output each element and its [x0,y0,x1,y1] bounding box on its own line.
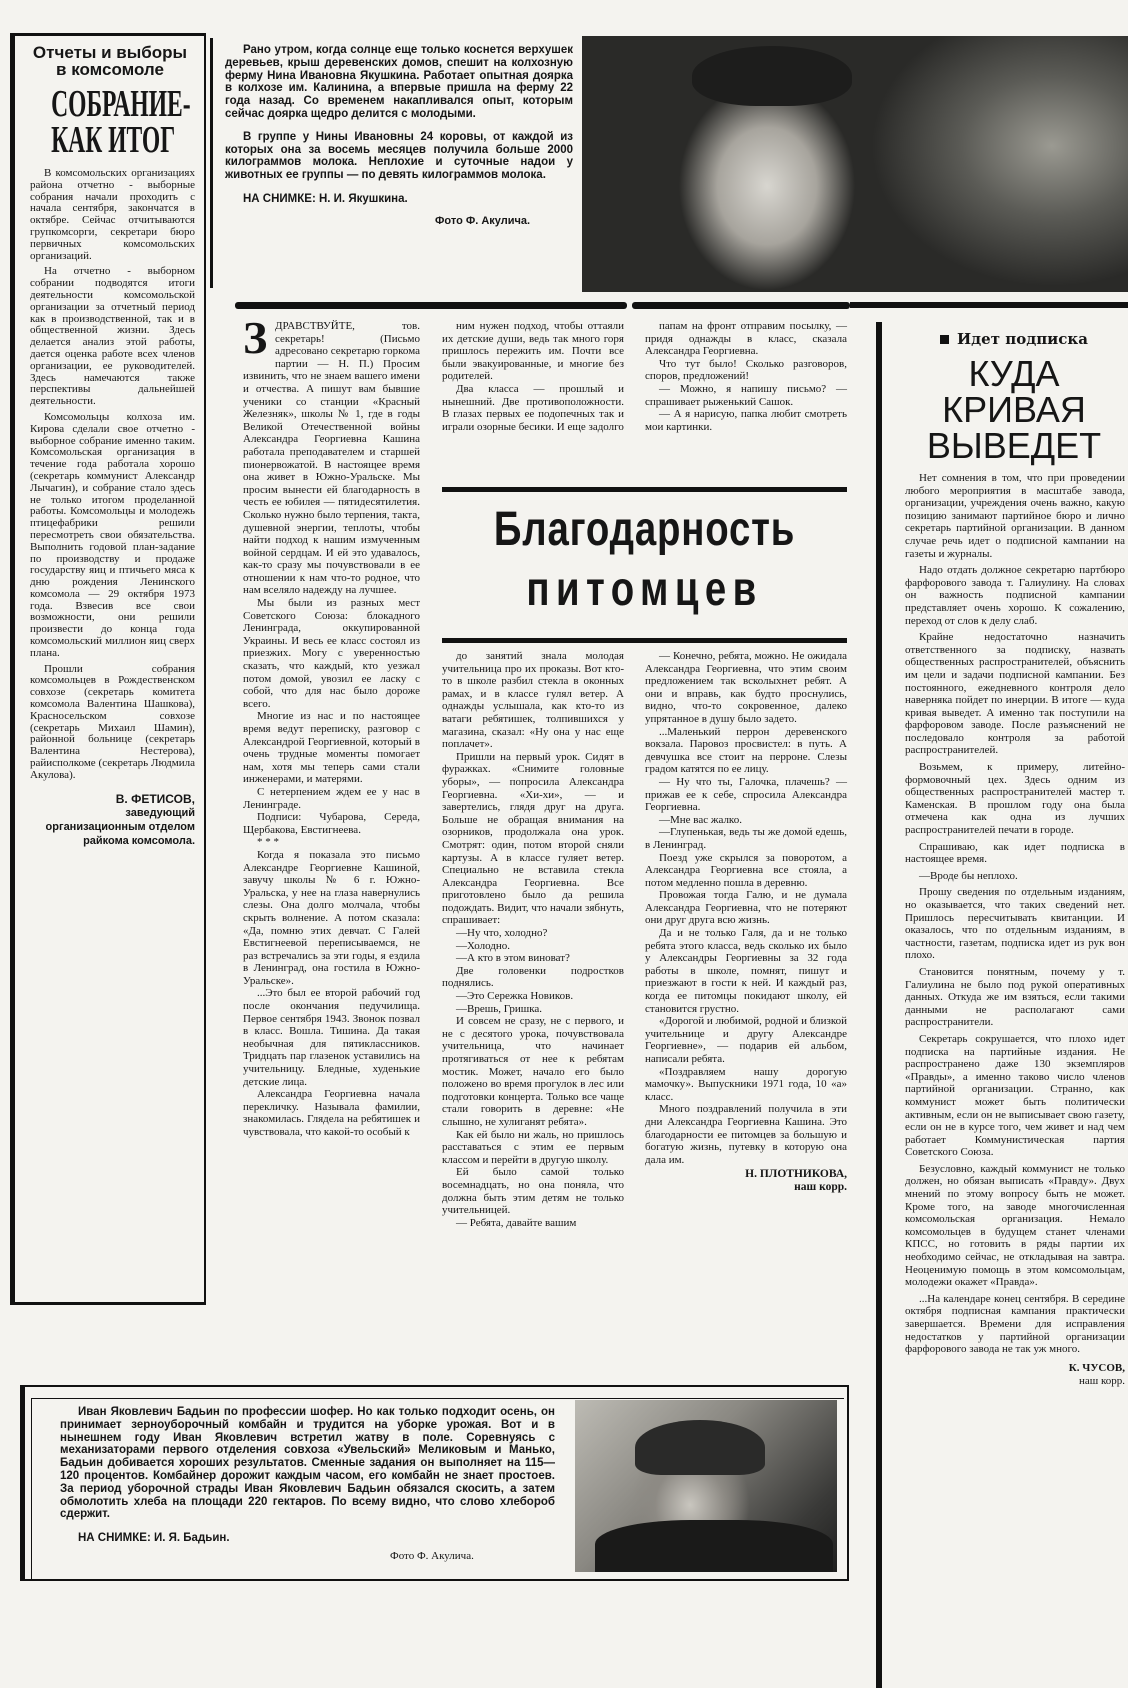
headline-line: КАК ИТОГ [51,119,176,161]
paragraph: —Мне вас жалко. [659,813,742,826]
center-col-3-top [645,320,847,433]
headline-line: Благодарность [493,503,796,556]
right-headline [900,353,1128,466]
paragraph: Прошли собрания комсомольцев в Рождественском совхозе (секретарь комитета комсомола Валентина Шашкова), Красносельском совхозе (секретарь Михаил Шамин), районной больнице (секретарь Валентина Нестерова), райисполкоме (секретарь Людмила Акулова). [30,662,195,781]
paragraph: Прошу сведения по отдельным изданиям, но оказывается, что таких сведений нет. Пришлось пересчитывать квитанции. И оказалось, что по отдельным изданиям, в частности, газетам, подписка идет из рук вон плохо. [905,886,1125,962]
photo-caption: НА СНИМКЕ: И. Я. Бадьин. [78,1532,230,1545]
drop-cap-space [243,312,275,363]
center-col-2-top [442,320,624,433]
left-rubric [20,44,200,78]
paragraph: —Вроде бы неплохо. [919,869,1018,882]
left-box-right-rule [204,33,206,1304]
paragraph: Иван Яковлевич Бадьин по профессии шофер. Но как только подходит осень, он принимает зерноуборочный комбайн и трудится на уборке урожая. Вот и в нынешнем году Иван Яковлевич встретил жатву в поле. Соревнуясь с механизаторами первого отделения совхоза «Увельский» Меликовым и Манько, Бадьин добивается хороших результатов. Сменные задания он выполняет на 115—120 процентов. Комбайнер дорожит каждым часом, его комбайн не знает простоев. За период уборочной страды Иван Яковлевич Бадьин обязался скосить, а затем обмолотить хлеба на площади 220 гектаров. По всему видно, что слово хлебороб сдержит. [60,1406,555,1521]
author-name: К. ЧУСОВ, [1068,1361,1125,1374]
paragraph: ДРАВСТВУЙТЕ, тов. секретарь! (Письмо адресовано секретарю горкома партии — Н. П.) Просим извинить, что не знаем вашего имени и отчества. А пишут вам бывшие ученики со станции «Красный Железняк», школы № 1, где в годы Великой Отечественной войны Александра Георгиевна Кашина работала преподавателем и старшей пионервожатой. В настоящее время она живет в Южно-Уральске. Мы просим вынести ей благодарность в честь ее юбилея — пятидесятилетия. Сколько нужно было терпения, такта, душевной энергии, теплоты, чтобы найти подход к нашим измученным войной сердцам. И ей это удавалось, как-то сразу мы почувствовали в ее отношении к нам что-то родное, что нам вселяло надежду на лучшее. [243,320,420,597]
paragraph: И совсем не сразу, не с первого, и не с десятого урока, почувствовала учительница, что начинает протягиваться от нее к ребятам мостик. Может, начало его было положено во время прогулок в лес или подготовки концерта. Только все чаще стали говорить в деревне: «Не слышно, не хулиганят ребята». [442,1015,624,1128]
paragraph: С нетерпением ждем ее у нас в Ленинграде. [243,785,420,811]
paragraph: Мы были из разных мест Советского Союза: блокадного Ленинграда, оккупированной Украины. И весь ее класс состоял из приезжих. Могу с уверенностью сказать, что каждый, кто уезжал потом домой, увозил ее ласку с собой, что для нас было дороже всего. [243,597,420,710]
paragraph: Когда я показала это письмо Александре Георгиевне Кашиной, завучу школы № 6 г. Южно-Уральска, у нее на глаза навернулись слезы. Она долго молчала, чтобы скрыть волнение. А потом сказала: «Да, помню этих девчат. С Галей Евстигнеевой переписываемся, не раз встречались за эти годы, я ездила в Ленинград, она гостила в Южно-Уральске». [243,848,420,987]
left-box-bottom-rule [10,1302,206,1305]
right-article-column [905,472,1125,1388]
paragraph: Пришли на первый урок. Сидят в фуражках. «Снимите головные уборы», — попросила Александра Георгиевна. «Хи-хи», — и завертелись, глядя друг на друга. Больше не обращая внимания на озорников, продолжала она урок. Смотрят: один, потом второй сняли картузы. А в классе гуляет ветер. Специально не вставила стекла Александра Георгиевна. Все приготовлено было да решила подождать. Видит, что начали зябнуть, спрашивает: [442,750,624,927]
center-top-rule [235,302,627,309]
center-article-signature [645,1168,847,1194]
paragraph: —Глупенькая, ведь ты же домой едешь, в Ленинград. [645,826,847,851]
left-article-column [30,168,195,848]
bullet-square-icon [940,335,949,344]
paragraph: —Это Сережка Новиков. [456,990,574,1003]
paragraph: до занятий знала молодая учительница про их проказы. Вот кто-то в школе разбил стекла в оконных рамах, и в классе гулял ветер. А однажды услышала, как кто-то из ватаги ребятишек, толпившихся у магазина, сказал: «Ну она у нас еще поплачет». [442,650,624,751]
author-title: заведующий организационным отделом райкома комсомола. [45,806,195,847]
paragraph: —Ну что, холодно? [456,927,548,940]
photo-credit: Фото Ф. Акулича. [435,214,531,227]
paragraph: Александра Георгиевна начала перекличку. Называла фамилии, знакомилась. Глядела на ребятишек и чувствовала, что какой-то особый к [243,1088,420,1138]
paragraph: В группе у Нины Ивановны 24 коровы, от каждой из которых она за восемь месяцев получила больше 2000 килограммов молока. Неплохие и суточные надои у животных ее группы — по девять килограммов молока. [225,130,573,182]
paragraph: Ей было самой только восемнадцать, но она поняла, что должна быть этим детям не только учительницей. [442,1166,624,1217]
center-col-3-bottom [645,650,847,1194]
paragraph: Много поздравлений получила в эти дни Александра Георгиевна Кашина. Это благодарности ее питомцев за большую и богатую жизнь, путевку в которую она дала им. [645,1103,847,1166]
rubric-text: Идет подписка [956,330,1088,348]
author-name: Н. ПЛОТНИКОВА, [745,1168,847,1181]
paragraph: Нет сомнения в том, что при проведении любого мероприятия в масштабе завода, организации, учреждения очень важно, какую позицию занимают партийное бюро и лично секретарь партийной организации. В данном случае речь идет о подписной кампании на газеты и журналы. [905,472,1125,560]
paragraph: На отчетно - выборном собрании подводятся итоги деятельности комсомольской организации за отчетный период как в производственной, так и в общественной жизни. Здесь делается анализ этой работы, дается оценка работе всех членов организации, ее руководителей. Здесь намечаются также перспективы дальнейшей деятельности. [30,265,195,408]
paragraph: Что тут было! Сколько разговоров, споров, предложений! [645,357,847,383]
headline-line: КРИВАЯ [942,389,1086,430]
paragraph: Как ей было ни жаль, но пришлось расставаться с этим ее первым классом и перейти в другую школу. [442,1128,624,1166]
left-article-body [30,168,195,782]
right-article-signature [905,1362,1125,1388]
right-column-rule [876,322,882,1688]
paragraph: Возьмем, к примеру, литейно-формовочный цех. Здесь одним из общественных распространителей мастер т. Каменская. В прошлом году она была отмечена как одна из лучших распространителей печати в городе. [905,761,1125,837]
paragraph: Две головенки подростков поднялись. [442,964,624,990]
paragraph: Многие из нас и по настоящее время ведут переписку, разговор с Александрой Георгиевной, который в очень трудные моменты помогает нам, хотя мы теперь сами стали инженерами, и матерями. [243,710,420,786]
paragraph: Безусловно, каждый коммунист не только должен, но обязан выписать «Правду». Двух мнений по этому вопросу быть не может. Кроме того, на заводе многочисленная комсомольская организация. Немало комсомольцев в будущем станет членами КПСС, но готовить в ряды партии их необходимо сейчас, не откладывая на завтра. Неоценимую помощь в этом комсомольцам, молодежи окажет «Правда». [905,1162,1125,1289]
paragraph: * * * [257,836,279,849]
paragraph: Крайне недостаточно назначить ответственного за подписку, назвать общественных распространителей, объяснить им цели и задачи подписной кампании. Без постоянного, ежедневного контроля дело наверняка пойдет по инерции. В итоге — куда кривая выведет. А именно так поступили на фарфоровом заводе. После разъяснений не последовало контроля за работой распространителей. [905,631,1125,757]
photo-cap-shape [635,1420,765,1475]
paragraph: — Ребята, давайте вашим [456,1216,577,1229]
right-top-rule [850,302,1128,308]
paragraph: Да и не только Галя, да и не только ребята этого класса, ведь сколько их было у Александры Георгиевны за 32 года работы в школе, помнят, пишут и приезжают в гости к ней. И каждый раз, когда ее питомцы покидают школу, ей становится грустно. [645,927,847,1015]
rubric-line: в комсомоле [56,60,164,79]
top-feature [225,44,573,228]
paragraph: ним нужен подход, чтобы оттаяли их детские души, ведь так много горя пришлось пережить им. Почти все были эвакуированные, и многие без родителей. [442,320,624,383]
paragraph: ...Это был ее второй рабочий год после окончания педучилища. Первое сентября 1943. Звонок позвал в класс. Вошла. Тишина. Да такая необычная для пятиклассников. Тридцать пар глазенок уставились на учительницу. Бледные, худенькие детские лица. [243,987,420,1088]
bottom-feature-text [60,1406,555,1521]
paragraph: Поезд уже скрылся за поворотом, а Александра Георгиевна все стояла, а потом медленно пошла в деревню. [645,851,847,889]
center-headline [483,500,807,620]
paragraph: Секретарь сокрушается, что плохо идет подписка на партийные издания. Не распространено даже 130 экземпляров «Правды», а именно таково число членов партийной организации. Странно, как коммунист может быть политически активным, если он не выписывает свою газету, если он не в курсе того, чем живет и над чем работает Коммунистическая партия Советского Союза. [905,1032,1125,1159]
paragraph: Подписи: Чубарова, Середа, Щербакова, Евстигнеева. [243,811,420,836]
center-col-1 [243,312,420,1139]
paragraph: — Конечно, ребята, можно. Не ожидала Александра Георгиевна, что этим своим предложением так всколыхнет ребят. А они и вправь, как будто проснулись, видно, что-то сокровенное, далеко упрятанное в душу было задето. [645,650,847,725]
center-col-3-text [645,650,847,1166]
paragraph: —А кто в этом виноват? [456,952,570,965]
paragraph: — А я нарисую, папка любит смотреть мои картинки. [645,408,847,433]
headline-line: СОБРАНИЕ- [51,83,191,125]
paragraph: Комсомольцы колхоза им. Кирова сделали свое отчетно - выборное собрание именно таким. Комсомольская организация в течение года работала хорошо (секретарь коммунист Александр Лычагин), и собрание стало здесь не только итогом проделанной работы. Комсомольцы и молодежь птицефабрики решили пересмотреть свои обязательства. Выполнить годовой план-задание по производству и продаже государству яиц и птичьего мяса к дню рождения Ленинского комсомола — 29 октября 1973 года. Взвесив все свои возможности, они решили произвести до конца года комсомольский миллион яиц сверх плана. [30,410,195,659]
author-title: наш корр. [794,1181,847,1194]
photo-milkmaid [582,36,1128,292]
paragraph: ...Маленький перрон деревенского вокзала. Паровоз просвистел: в путь. А девчушка все стоит на перроне. Слезы градом катятся по ее лицу. [645,725,847,776]
paragraph: Спрашиваю, как идет подписка в настоящее время. [905,840,1125,866]
photo-jacket-shape [595,1520,833,1572]
paragraph: «Поздравляем нашу дорогую мамочку». Выпускники 1971 года, 10 «а» класс. [645,1065,847,1103]
title-bottom-rule [442,638,847,643]
paragraph: Рано утром, когда солнце еще только коснется верхушек деревьев, крыш деревенских домов, спешит на колхозную ферму Нина Ивановна Якушкина. Работает опытная доярка в колхозе им. Калинина, а впервые пришла на ферму 22 года назад. Со временем накапливался опыт, которым сейчас доярка щедро делится с молодыми. [225,44,573,120]
paragraph: Становится понятным, почему у т. Галиулина не было под рукой оперативных данных. Откуда же им взяться, если такими данными не располагают сами распространители. [905,965,1125,1029]
headline-line: КУДА [968,353,1060,394]
left-headline [51,83,191,161]
headline-line: питомцев [526,563,763,616]
right-article-body [905,472,1125,1356]
title-top-rule [442,487,847,492]
author-name: В. ФЕТИСОВ, [115,791,195,806]
paragraph: В комсомольских организациях района отчетно - выборные собрания начали проходить с начала сентября, закончатся в октябре. Сейчас отчитываются групкомсорги, секретари бюро первичных комсомольских организаций. [30,167,195,262]
center-col-2-bottom [442,650,624,1229]
paragraph: «Дорогой и любимой, родной и близкой учительнице и другу Александре Георгиевне», — подарив ей альбом, написали ребята. [645,1015,847,1065]
paragraph: папам на фронт отправим посылку, — придя однажды в класс, сказала Александра Георгиевна. [645,320,847,358]
photo-caption: НА СНИМКЕ: Н. И. Якушкина. [243,192,408,205]
photo-combine-operator [575,1400,837,1572]
center-top-rule-right [632,302,850,309]
photo-hair-shape [692,46,852,106]
right-rubric [900,330,1128,348]
paragraph: —Врешь, Гришка. [456,1002,543,1015]
rubric-line: Отчеты и выборы [32,43,188,62]
left-box-border [10,34,15,1304]
paragraph: ...На календаре конец сентября. В середине октября подписная кампания практически завершается. Времени для исправления недостатков у партийной организации фарфорового завода не так уж много. [905,1292,1125,1356]
left-article-signature [30,792,195,848]
top-feature-text [225,44,573,182]
paragraph: Два класса — прошлый и нынешний. Две противоположности. В глазах первых ее подопечных так и играли озорные бесики. И еще задолго [442,382,624,433]
top-feature-rule [210,38,213,288]
paragraph: Провожая тогда Галю, и не думала Александра Георгиевна, что не потеряют они друг друга всю жизнь. [645,889,847,927]
left-box-top-rule [10,33,206,36]
paragraph: — Можно, я напишу письмо? — спрашивает рыженький Сашок. [645,382,847,408]
author-title: наш корр. [1078,1374,1125,1387]
paragraph: Надо отдать должное секретарю партбюро фарфорового завода т. Галиулину. На словах он важность подписной кампании представляет очень хорошо. К сожалению, переход от слов к делу слаб. [905,564,1125,627]
bottom-feature [60,1406,555,1563]
drop-cap: З [243,312,268,363]
paragraph: —Холодно. [456,939,511,952]
headline-line: ВЫВЕДЕТ [926,425,1102,466]
paragraph: — Ну что ты, Галочка, плачешь? — прижав ее к себе, спросила Александра Георгиевна. [645,775,847,814]
photo-credit: Фото Ф. Акулича. [390,1550,474,1563]
